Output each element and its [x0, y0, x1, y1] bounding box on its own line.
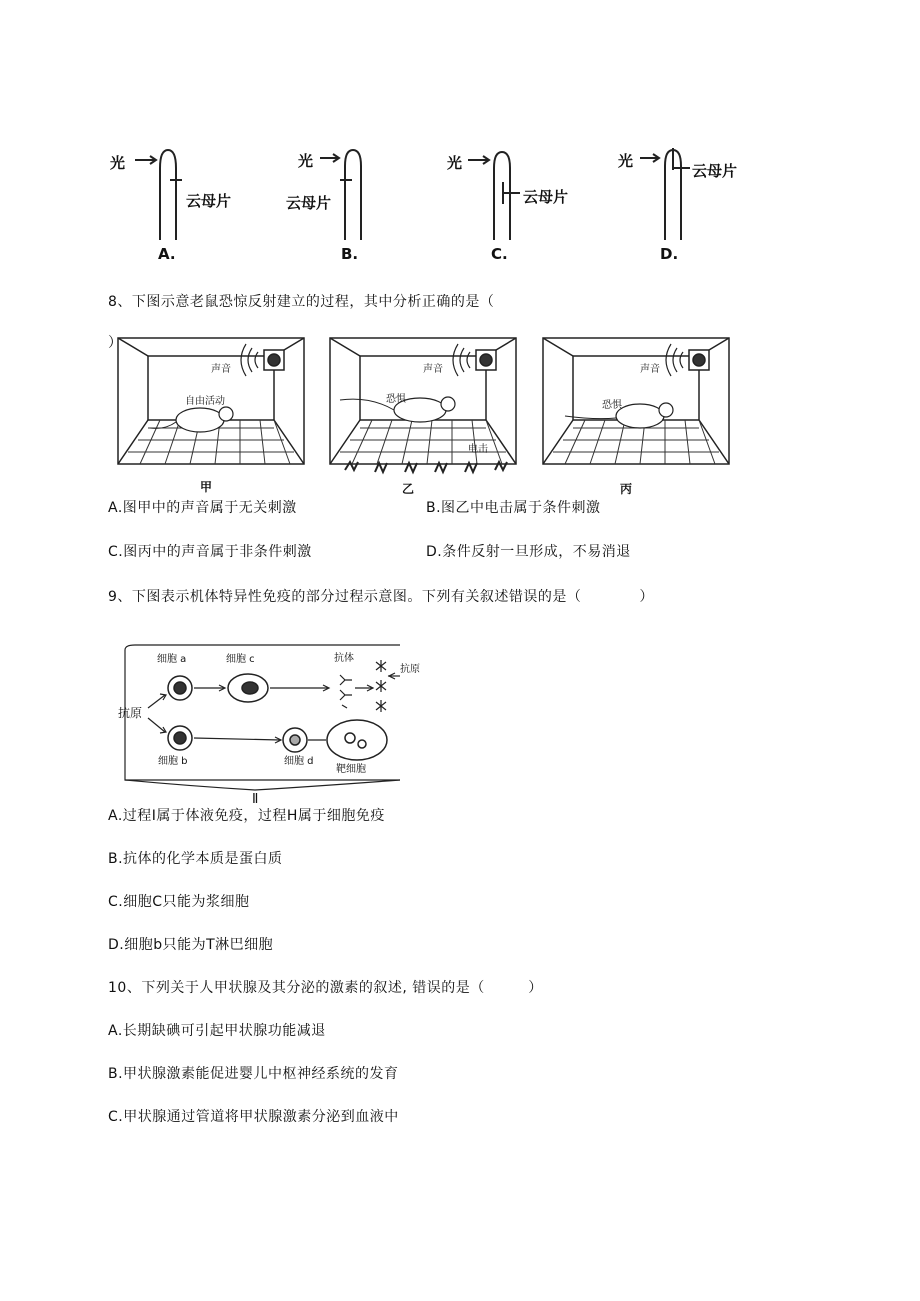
option-label-d: D.	[660, 245, 679, 263]
cell-b-label: 细胞 b	[158, 756, 188, 767]
option-label-b: B.	[341, 245, 359, 263]
q10-choice-b: B.甲状腺激素能促进婴儿中枢神经系统的发育	[108, 1066, 399, 1082]
light-label-b: 光	[298, 152, 314, 170]
sound-label-3: 声音	[640, 364, 660, 375]
q8-stem-close: ）	[108, 335, 123, 351]
antigen-right-label: 抗原	[400, 664, 420, 675]
shock-label: 电击	[468, 444, 488, 455]
q8-stem: 8、下图示意老鼠恐惊反射建立的过程，其中分析正确的是（	[108, 294, 495, 310]
cell-a-label: 细胞 a	[157, 654, 187, 665]
panel-label-yi: 乙	[402, 482, 415, 496]
light-label-c: 光	[447, 154, 463, 172]
q8-choice-a: A.图甲中的声音属于无关刺激	[108, 500, 297, 516]
mica-label-c: 云母片	[523, 188, 569, 206]
free-activity-label: 自由活动	[185, 396, 225, 407]
q8-choice-d: D.条件反射一旦形成，不易消退	[426, 544, 631, 560]
sound-label-1: 声音	[211, 364, 231, 375]
q10-choice-a: A.长期缺碘可引起甲状腺功能减退	[108, 1023, 326, 1039]
sound-label-2: 声音	[423, 364, 443, 375]
antibody-label: 抗体	[334, 653, 354, 664]
fear-label-3: 恐惧	[602, 400, 622, 411]
option-label-a: A.	[158, 245, 176, 263]
cell-c-label: 细胞 c	[226, 654, 255, 665]
panel-label-bing: 丙	[620, 482, 633, 496]
antigen-left-label: 抗原	[118, 706, 143, 720]
mica-label-d: 云母片	[692, 162, 738, 180]
q8-choice-b: B.图乙中电击属于条件刺激	[426, 500, 601, 516]
q10-choice-c: C.甲状腺通过管道将甲状腺激素分泌到血液中	[108, 1109, 399, 1125]
light-label-d: 光	[618, 152, 634, 170]
target-cell-label: 靶细胞	[336, 764, 366, 775]
q8-choice-c: C.图丙中的声音属于非条件刺激	[108, 544, 312, 560]
option-label-c: C.	[491, 245, 508, 263]
mica-label-a: 云母片	[186, 192, 232, 210]
cell-d-label: 细胞 d	[284, 756, 314, 767]
light-label-a: 光	[110, 154, 126, 172]
q9-choice-b: B.抗体的化学本质是蛋白质	[108, 851, 283, 867]
q9-stem: 9、下图表示机体特异性免疫的部分过程示意图。下列有关叙述错误的是（ ）	[108, 589, 654, 605]
q9-choice-c: C.细胞C只能为浆细胞	[108, 894, 250, 910]
fear-label-2: 恐惧	[386, 394, 406, 405]
mica-label-b: 云母片	[286, 194, 332, 212]
panel-label-jia: 甲	[200, 480, 213, 494]
q10-stem: 10、下列关于人甲状腺及其分泌的激素的叙述, 错误的是（ ）	[108, 980, 543, 996]
process-2-label: Ⅱ	[252, 792, 259, 807]
q9-choice-a: A.过程I属于体液免疫，过程H属于细胞免疫	[108, 808, 385, 824]
q9-choice-d: D.细胞b只能为T淋巴细胞	[108, 937, 274, 953]
